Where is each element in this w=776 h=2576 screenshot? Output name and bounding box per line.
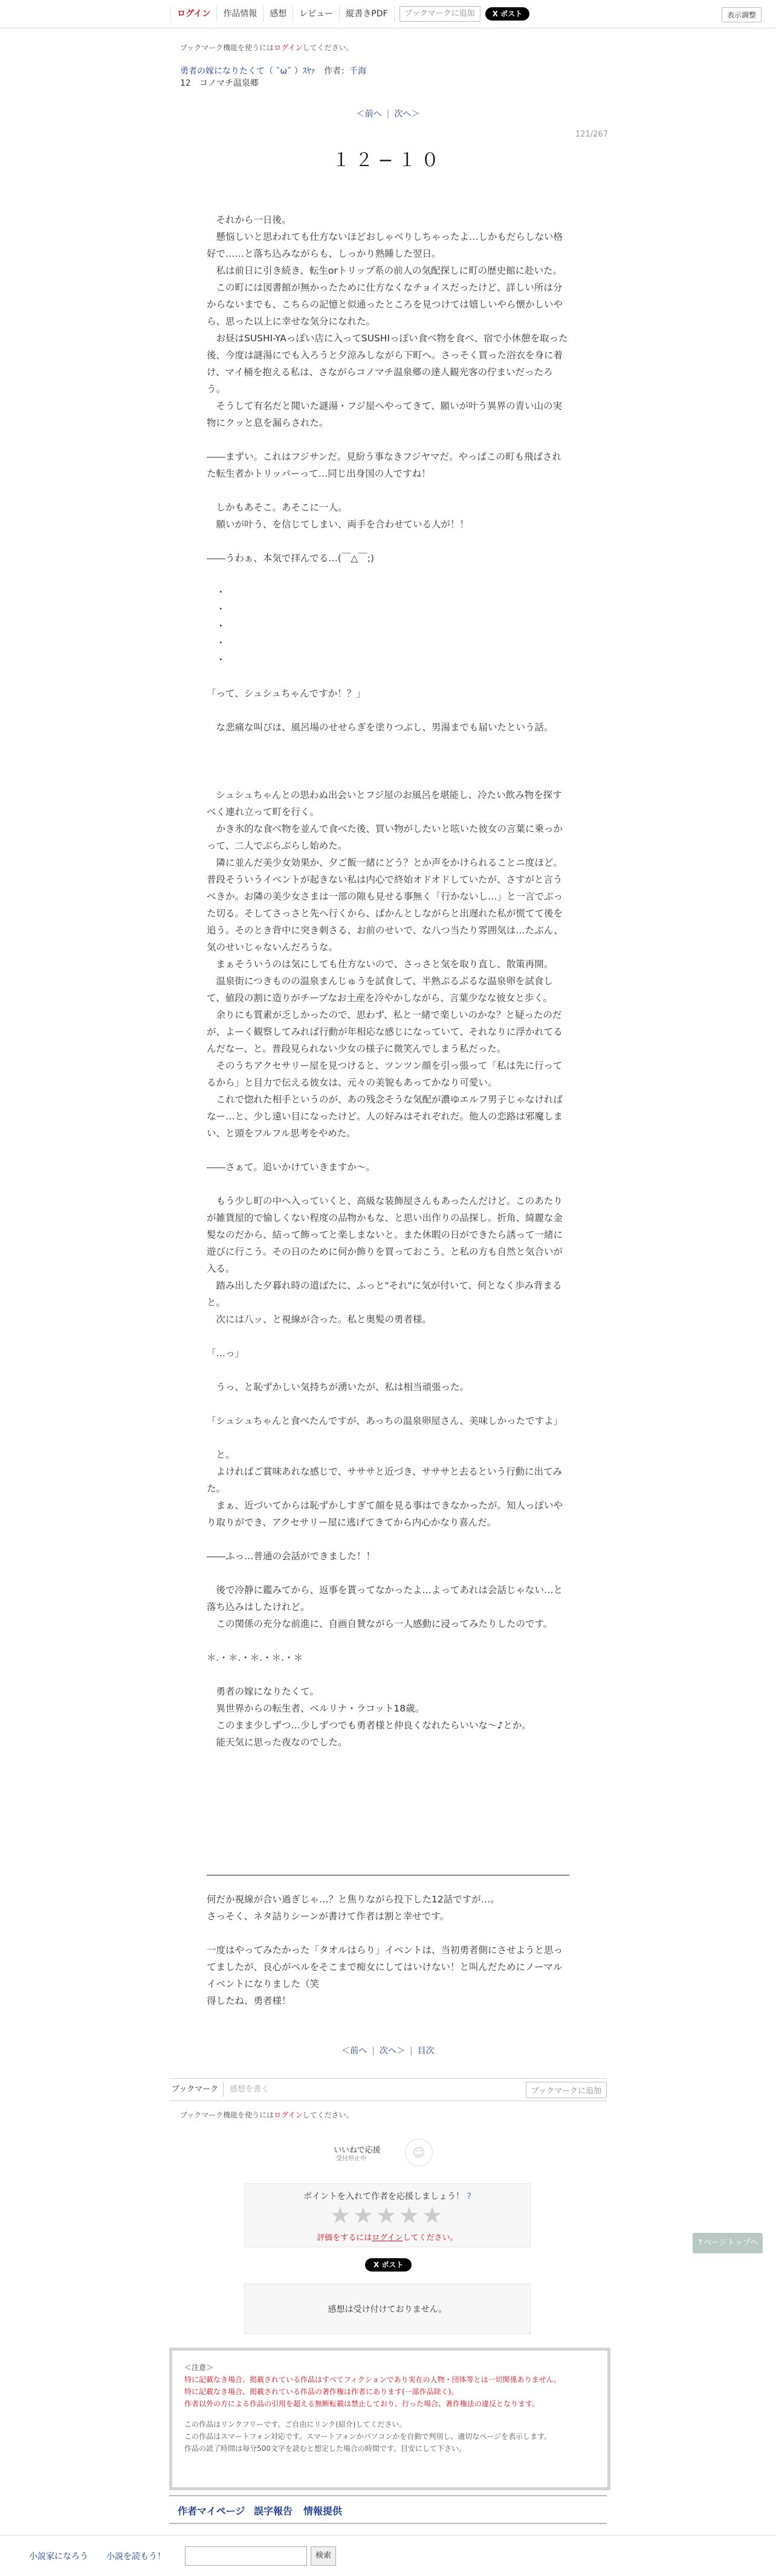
body-line: 「シュシュちゃんと食べたんですが、あっちの温泉卵屋さん、美味しかったですよ」 <box>207 1415 563 1426</box>
body-line: ――さぁて。追いかけていきますか～。 <box>207 1162 375 1173</box>
note-prefix: ブックマーク機能を使うには <box>180 43 274 52</box>
footer-note-login-link[interactable]: ログイン <box>274 2111 303 2119</box>
afterword-line: 得したね、勇者様！ <box>207 1995 291 2006</box>
body-line: ＊.・＊.・＊.・＊.・＊ <box>207 1652 303 1663</box>
bookmark-bar <box>169 2078 607 2101</box>
afterword-line: 一度はやってみたかった「タオルはらり」イベントは、当初勇者側にさせようと思ってましたが、良心がベルをそこまで痴女にしてはいけない！と叫んだためにノーマルイベントになりました（笑 <box>207 1945 563 1989</box>
body-line: 私は前日に引き続き、転生orトリップ系の前人の気配探しに町の歴史館に赴いた。 <box>207 265 563 276</box>
body-line: 懸悩しいと思われても仕方ないほどおしゃべりしちゃったよ…しかもだらしない格好で……と落ち込みながらも、しっかり熟睡した翌日。 <box>207 231 563 259</box>
login-link[interactable]: ログイン <box>170 6 217 22</box>
body-line: 「って、シュシュちゃんですか！？」 <box>207 688 366 699</box>
be-author-link[interactable]: 小説家になろう <box>29 2552 88 2562</box>
blank-line <box>207 1925 569 1942</box>
body-line: 「…っ」 <box>207 1348 245 1359</box>
body-line: 能天気に思った夜なのでした。 <box>207 1737 348 1748</box>
author-link[interactable]: 千海 <box>349 66 367 76</box>
site-footer <box>0 2535 776 2576</box>
novel-title-link[interactable]: 勇者の嫁になりたくて（ ˘ω˘ ）ｽﾔｧ <box>180 66 315 76</box>
notice-content <box>184 2362 595 2455</box>
display-settings-button[interactable]: 表示調整 <box>722 7 761 22</box>
episode-title: １２−１０ <box>332 150 444 171</box>
author-links <box>169 2495 607 2524</box>
top-nav-items <box>170 6 529 22</box>
bookmark-add-button[interactable]: ブックマークに追加 <box>399 6 480 22</box>
work-info-link[interactable]: 作品情報 <box>217 6 264 22</box>
rating-stars[interactable]: ★★★★★ <box>329 2202 445 2229</box>
like-icon: ☺ <box>405 2139 433 2166</box>
typo-report-link[interactable]: 誤字報告 <box>254 2505 293 2517</box>
footer-bookmark-login-note <box>180 2110 354 2120</box>
body-line: この町には図書館が無かったために仕方なくなチョイスだったけど、詳しい所は分からないまでも、こちらの記憶と似通ったところを見つけては嬉しいやら懐かしいやら、思った以上に幸せな気分になれた。 <box>207 282 563 327</box>
body-line: ・ <box>207 654 226 665</box>
read-novel-link[interactable]: 小説を読もう！ <box>106 2552 166 2562</box>
blank-line <box>207 702 569 719</box>
search-input[interactable] <box>185 2546 307 2566</box>
blank-line <box>207 431 569 448</box>
body-line: これで惚れた相手というのが、あの残念そうな気配が濃ゆエルフ男子じゃなければなー…と、少し遠い目になったけど。人の好みはそれぞれだ。他人の恋路は邪魔しまい、と頭をフルフル思考をやめた。 <box>207 1094 563 1139</box>
rating-title-text: ポイントを入れて作者を応援しましょう！ <box>303 2192 465 2201</box>
x-post-button[interactable]: X ポスト <box>485 7 529 21</box>
blank-line <box>207 533 569 550</box>
bookmark-login-note <box>180 42 354 53</box>
body-line: お昼はSUSHI-YAっぽい店に入ってSUSHIっぽい食べ物を食べ、宿で小休憩を取った後、今度は謎湯にでも入ろうと夕涼みしながら下町へ。さっそく買った浴衣を身に着け、マイ桶を抱える私は、さながらコノマチ温泉郷の達人観光客の佇まいだったろう。 <box>207 333 568 394</box>
rating-note-prefix: 評価をするには <box>317 2233 372 2243</box>
body-line: と。 <box>207 1449 235 1460</box>
body-line: シュシュちゃんとの思わぬ出会いとフジ屋のお風呂を堪能し、冷たい飲み物を探すべく連れ立って町を行く。 <box>207 790 562 817</box>
blank-line <box>207 1666 569 1683</box>
body-line: よければご賞味あれな感じで、サササと近づき、サササと去るという行動に出てみた。 <box>207 1466 563 1494</box>
body-line: まぁ、近づいてからは恥ずかしすぎて顔を見る事はできなかったが。知人っぽいやり取りができ、アクセサリー屋に逃げてきてから内心かなり喜んだ。 <box>207 1500 563 1528</box>
rating-box <box>244 2183 531 2247</box>
pager-divider: | <box>410 2046 413 2056</box>
body-line: 次には八ッ、と視線が合った。私と奥髪の勇者様。 <box>207 1314 432 1325</box>
rating-login-note <box>245 2231 530 2243</box>
notice-line: 作品の読了時間は毎分500文字を読むと想定した場合の時間です。目安にして下さい。 <box>184 2444 466 2453</box>
body-line: そのうちアクセサリー屋を見つけると、ツンツン顔を引っ張って「私は先に行ってるから」と目力で伝える彼女は、元々の美貌もあってかなり可愛い。 <box>207 1060 563 1088</box>
footer-bookmark-add-button[interactable]: ブックマークに追加 <box>526 2082 607 2098</box>
blank-line <box>207 1142 569 1159</box>
rating-note-suffix: してください。 <box>403 2233 458 2243</box>
body-line: な悲痛な叫びは、風呂場のせせらぎを塗りつぶし、男湯までも届いたという話。 <box>207 722 554 733</box>
body-line: ・ <box>207 637 226 648</box>
toc-link[interactable]: 目次 <box>417 2046 435 2056</box>
body-line: ――まずい。これはフジサンだ。見紛う事なきフジヤマだ。やっぱこの町も飛ばされた転生者かトリッパーって…同じ出身国の人ですね！ <box>207 451 561 479</box>
novel-body <box>207 211 569 1751</box>
afterword-divider <box>207 1875 569 1876</box>
body-line: かき氷的な食べ物を並んで食べた後、買い物がしたいと呟いた彼女の言葉に乗っかって、二人でぶらぶらし始めた。 <box>207 823 563 851</box>
body-line: ・ <box>207 587 226 597</box>
body-line: ――ふっ…普通の会話ができました！！ <box>207 1551 376 1562</box>
bookmark-tab[interactable]: ブックマーク <box>172 2082 224 2097</box>
chapter-title: 12 コノマチ温泉郷 <box>180 79 259 88</box>
top-navigation-bar <box>0 0 776 28</box>
page-number: 121/267 <box>575 130 608 139</box>
body-line: 隣に並んだ美少女効果か、夕ご飯一緒にどう？とか声をかけられることニ度ほど。普段そういうイベントが起きない私は内心で終始オドオドしていたが、さすがと言うべきか。お隣の美少女さまは一部の隙も見せる事無く「行かないし…」と一言でぶった切る。そしてさっさと先へ行くから、ぱかんとしながらと出遅れた私が慌てて後を追う。そのとき背中に突き刺さる、お前のせいで、な八つ当たり雰囲気は…たぶん、気のせいじゃないんだろうな。 <box>207 857 563 953</box>
blank-line <box>207 567 569 584</box>
like-section <box>334 2139 442 2175</box>
review-link[interactable]: レビュー <box>293 6 340 22</box>
body-line: ・ <box>207 604 226 614</box>
notice-line: 特に記載なき場合、掲載されている作品の著作権は作者にあります(一部作品除く)。 <box>184 2388 459 2396</box>
rating-login-link[interactable]: ログイン <box>372 2233 403 2243</box>
blank-line <box>207 1176 569 1193</box>
blank-line <box>207 1531 569 1548</box>
bottom-next-link[interactable]: 次へ＞ <box>380 2046 405 2056</box>
like-label: いいねで応援 <box>334 2146 381 2155</box>
blank-line <box>207 1429 569 1446</box>
body-line: 勇者の嫁になりたくて。 <box>207 1686 319 1697</box>
body-line: 踏み出した夕暮れ時の道ばたに、ふっと"それ"に気が付いて、何となく歩み背まると。 <box>207 1280 562 1308</box>
body-line: この関係の充分な前進に、自画自賛ながら一人感動に浸ってみたりしたのです。 <box>207 1618 553 1629</box>
note-prefix: ブックマーク機能を使うには <box>180 2111 274 2119</box>
prev-link[interactable]: ＜前へ <box>356 109 382 119</box>
afterword-line: さっそく、ネタ詰りシーンが書けて作者は割と幸せです。 <box>207 1911 450 1922</box>
body-line: もう少し町の中へ入っていくと、高級な装飾屋さんもあったんだけど。このあたりが雑貨屋的で愉しくない程度の品物かもな、と思い出作りの品探し。折角、綺麗な金髪なのだから、結って飾ってと楽しまないと。また休暇の日ができたら誘って一緒に遊びに行こう。その日のために何か飾りを買っておこう、と私の方も自然と気合いが入る。 <box>207 1196 563 1274</box>
blank-line <box>207 668 569 685</box>
body-line: しかもあそこ。あそこに一人。 <box>207 502 348 513</box>
notice-line: この作品はリンクフリーです。ご自由にリンク(紹介)してください。 <box>184 2420 407 2429</box>
body-line: まぁそういうのは気にしても仕方ないので、さっさと気を取り直し、散策再開。 <box>207 959 554 970</box>
notice-gap <box>184 2410 595 2418</box>
blank-line <box>207 1362 569 1379</box>
like-sub: 受付停止中 <box>336 2156 366 2162</box>
note-suffix: してください。 <box>302 2111 354 2119</box>
note-login-link[interactable]: ログイン <box>274 43 303 52</box>
body-line: 温泉街につきものの温泉まんじゅうを試食して、半熟ぷるぷるな温泉卵を試食して、値段の割に造りがチープなお土産を冷やかしながら、言葉少なな彼女と歩く。 <box>207 976 553 1003</box>
impression-box <box>244 2284 531 2334</box>
notice-line: 特に記載なき場合、掲載されている作品はすべてフィクションであり実在の人物・団体等とは一切関係ありません。 <box>184 2375 561 2384</box>
afterword <box>207 1891 569 2009</box>
search-button[interactable]: 検索 <box>311 2546 336 2566</box>
bottom-pager <box>0 2044 776 2056</box>
next-link[interactable]: 次へ＞ <box>394 109 420 119</box>
body-line: ――うわぁ、本気で拝んでる…(￣△￣;) <box>207 553 375 564</box>
pager-divider: | <box>386 109 390 119</box>
write-impression-tab[interactable]: 感想を書く <box>230 2085 270 2094</box>
vertical-pdf-link[interactable]: 縦書きPDF <box>340 6 394 22</box>
blank-line <box>207 1328 569 1345</box>
help-icon[interactable]: ? <box>467 2192 471 2201</box>
impression-closed-text: 感想は受け付けておりません。 <box>328 2305 447 2314</box>
pager-divider: | <box>372 2046 375 2056</box>
impressions-link[interactable]: 感想 <box>264 6 293 22</box>
body-line: ・ <box>207 620 226 631</box>
body-line: 余りにも質素が乏しかったので、思わず、私と一緒で楽しいのかな？と疑ったのだが、よーく観察してみれば行動が年相応な感じになっていて、それなりに浮かれてるんだなー、と。普段見られない少女の様子に微笑んでしまう私だった。 <box>207 1009 563 1054</box>
novel-meta <box>180 65 366 89</box>
body-line: 後で冷静に鑑みてから、返事を貰ってなかったよ…よってあれは会話じゃない…と落ち込みはしたけれど。 <box>207 1585 563 1612</box>
blank-line <box>207 1396 569 1412</box>
afterword-line: 何だか視線が合い過ぎじゃ…？と焦りながら投下した12話ですが…。 <box>207 1894 500 1905</box>
rating-title <box>245 2190 530 2202</box>
blank-line <box>207 736 569 753</box>
notice-box <box>169 2348 610 2490</box>
body-line: このまま少しずつ…少しずつでも勇者様と仲良くなれたらいいな〜♪とか。 <box>207 1720 531 1731</box>
notice-heading: ＜注意＞ <box>184 2363 214 2372</box>
top-pager <box>0 108 776 120</box>
x-post-button-bottom[interactable]: X ポスト <box>365 2258 412 2272</box>
body-line: それから一日後。 <box>207 214 291 225</box>
body-line: 異世界からの転生者、ベルリナ・ラコット18歳。 <box>207 1703 425 1714</box>
note-suffix: してください。 <box>302 43 354 52</box>
blank-line <box>207 482 569 499</box>
blank-line <box>207 770 569 787</box>
info-provide-link[interactable]: 情報提供 <box>303 2505 343 2517</box>
body-line: そうして有名だと聞いた謎湯・フジ屋へやってきて、願いが叶う異界の青い山の実物にクッと息を漏らされた。 <box>207 401 563 428</box>
page-top-button[interactable]: ↑ページトップへ <box>693 2233 763 2253</box>
bottom-prev-link[interactable]: ＜前へ <box>341 2046 367 2056</box>
blank-line <box>207 1565 569 1582</box>
body-line: 願いが叶う、を信じてしまい、両手を合わせている人が！！ <box>207 519 470 530</box>
author-page-link[interactable]: 作者マイページ <box>178 2505 245 2517</box>
blank-line <box>207 1632 569 1649</box>
body-line: うっ、と恥ずかしい気持ちが湧いたが、私は相当頑張った。 <box>207 1382 470 1393</box>
notice-line: この作品はスマートフォン対応です。スマートフォンかパソコンかを自動で判別し、適切なページを表示します。 <box>184 2432 552 2441</box>
notice-line: 作者以外の方による作品の引用を超える無断転載は禁止しており、行った場合、著作権法の違反となります。 <box>184 2400 540 2408</box>
blank-line <box>207 753 569 770</box>
author-label: 作者： <box>324 66 350 76</box>
